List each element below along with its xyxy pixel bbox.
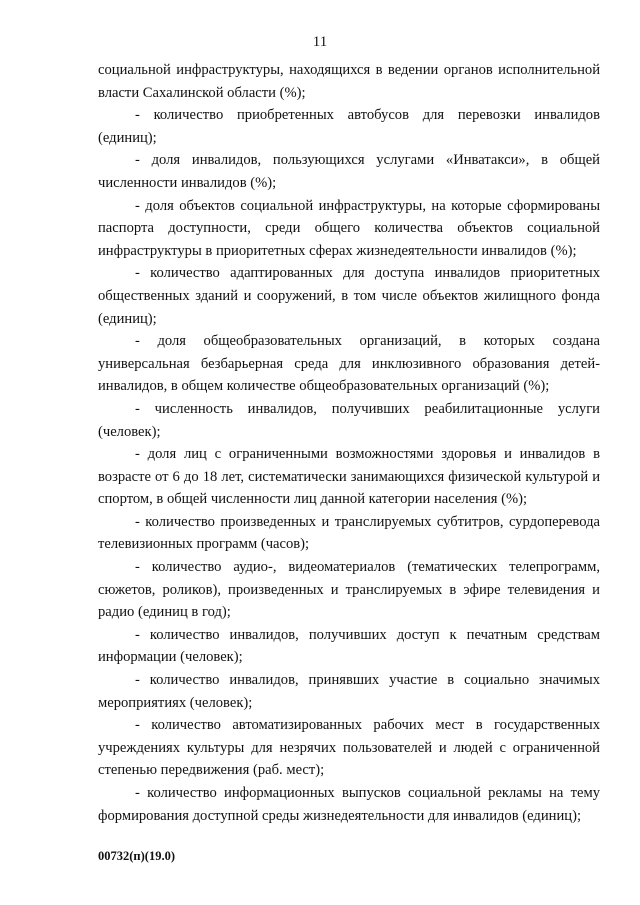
page-number: 11 — [312, 34, 328, 50]
list-item: - количество инвалидов, принявших участие в социально значимых мероприятиях (человек); — [98, 672, 600, 711]
list-item: - доля общеобразовательных организаций, в которых создана универсальная безбарьерная среда для инклюзивного образования детей-инвалидов, в общем количестве общеобразовательных организаций (%); — [98, 333, 600, 395]
list-item: - количество произведенных и транслируемых субтитров, сурдоперевода телевизионных программ (часов); — [98, 513, 600, 553]
list-item: - количество адаптированных для доступа инвалидов приоритетных общественных зданий и сооружений, в том числе объектов жилищного фонда (единиц); — [98, 265, 600, 327]
list-item: - доля объектов социальной инфраструктуры, на которые сформированы паспорта доступности, среди общего количества объектов социальной инфраструктуры в приоритетных сферах жизнедеятельности инвалидов (%); — [98, 197, 600, 259]
list-item: - количество инвалидов, получивших доступ к печатным средствам информации (человек); — [98, 626, 600, 666]
list-item: - количество аудио-, видеоматериалов (тематических телепрограмм, сюжетов, роликов), произведенных и транслируемых в эфире телевидения и радио (единиц в год); — [98, 559, 600, 621]
paragraph-continuation: социальной инфраструктуры, находящихся в ведении органов исполнительной власти Сахалинской области (%); — [98, 62, 600, 101]
list-item: - количество автоматизированных рабочих мест в государственных учреждениях культуры для незрячих пользователей и людей с ограниченной степенью передвижения (раб. мест); — [98, 717, 600, 779]
list-item: - количество информационных выпусков социальной рекламы на тему формирования доступной среды жизнедеятельности для инвалидов (единиц); — [98, 785, 600, 824]
document-body — [98, 59, 600, 827]
list-item: - численность инвалидов, получивших реабилитационные услуги (человек); — [98, 400, 600, 440]
document-code: 00732(п)(19.0) — [98, 849, 175, 863]
list-item: - доля лиц с ограниченными возможностями здоровья и инвалидов в возрасте от 6 до 18 лет, систематически занимающихся физической культурой и спортом, в общей численности лиц данной категории населения (%); — [98, 446, 600, 508]
list-item: - доля инвалидов, пользующихся услугами «Инватакси», в общей численности инвалидов (%); — [98, 152, 600, 191]
list-item: - количество приобретенных автобусов для перевозки инвалидов (единиц); — [98, 107, 600, 146]
